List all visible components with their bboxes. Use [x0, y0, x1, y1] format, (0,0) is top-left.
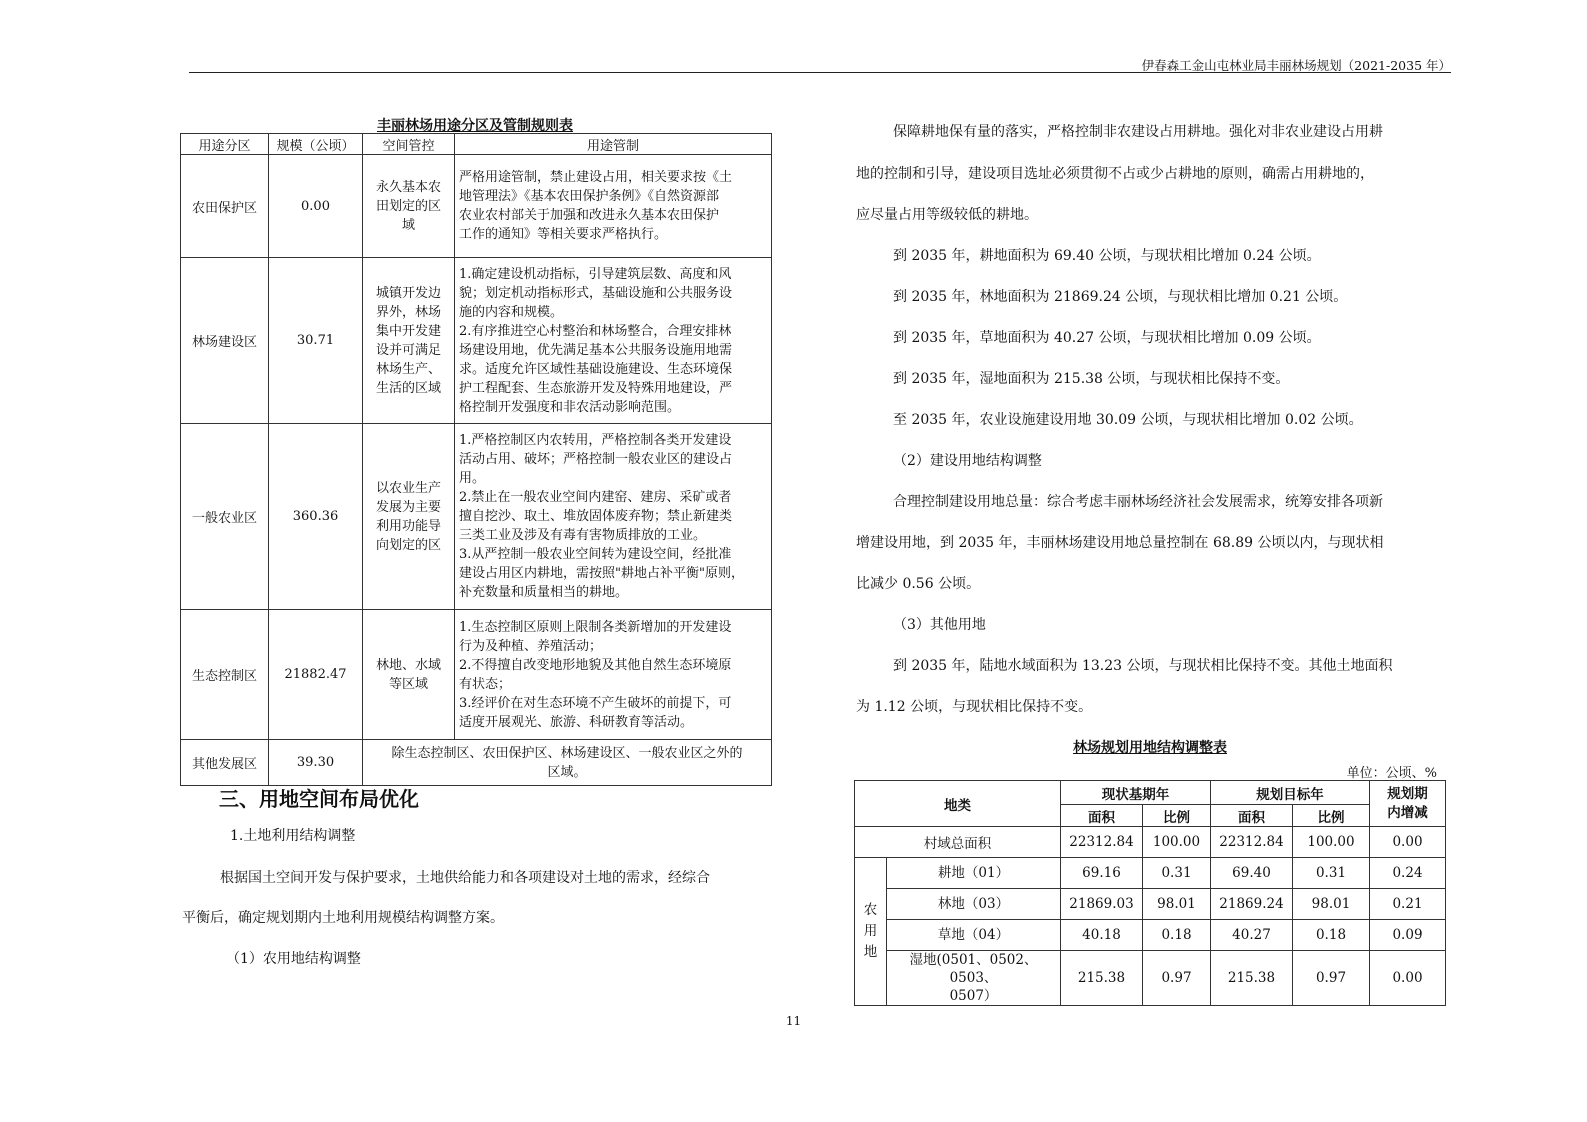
- paragraph-line: 至 2035 年，农业设施建设用地 30.09 公顷，与现状相比增加 0.02 公顷。: [893, 412, 1363, 428]
- category-label-cell: 湿地(0501、0502、0503、 0507）: [887, 951, 1061, 1006]
- paragraph-line: 到 2035 年，林地面积为 21869.24 公顷，与现状相比增加 0.21 公顷。: [893, 289, 1348, 305]
- paragraph-line: 到 2035 年，草地面积为 40.27 公顷，与现状相比增加 0.09 公顷。: [893, 330, 1321, 346]
- zone-scale-cell: 21882.47: [269, 610, 363, 740]
- table-header-cell: 规划期 内增减: [1370, 781, 1446, 827]
- zone-name-cell: 其他发展区: [181, 740, 269, 786]
- zone-name-cell: 生态控制区: [181, 610, 269, 740]
- land-structure-table-title: 林场规划用地结构调整表: [1073, 740, 1227, 756]
- value-cell: 100.00: [1293, 827, 1370, 858]
- value-cell: 0.18: [1143, 920, 1211, 951]
- value-cell: 40.18: [1061, 920, 1143, 951]
- value-cell: 100.00: [1143, 827, 1211, 858]
- category-label-cell: 耕地（01）: [887, 858, 1061, 889]
- table-header-cell: 空间管控: [363, 134, 455, 155]
- table-header-cell: 地类: [855, 781, 1061, 827]
- header-divider: [189, 72, 1451, 73]
- table-row: [181, 610, 772, 740]
- table-header-cell: 现状基期年: [1061, 781, 1211, 805]
- paragraph-line: 到 2035 年，湿地面积为 215.38 公顷，与现状相比保持不变。: [893, 371, 1290, 387]
- value-cell: 0.31: [1143, 858, 1211, 889]
- table-row: [855, 951, 1446, 1006]
- spatial-control-cell: 以农业生产 发展为主要 利用功能导 向划定的区: [363, 424, 455, 610]
- table-row: [855, 827, 1446, 858]
- spatial-control-cell: 城镇开发边 界外，林场 集中开发建 设并可满足 林场生产、 生活的区域: [363, 258, 455, 424]
- value-cell: 0.00: [1370, 951, 1446, 1006]
- value-cell: 0.31: [1293, 858, 1370, 889]
- section-title: 三、用地空间布局优化: [219, 787, 419, 811]
- subsection-heading: 1.土地利用结构调整: [230, 828, 356, 844]
- value-cell: 98.01: [1293, 889, 1370, 920]
- zone-scale-cell: 360.36: [269, 424, 363, 610]
- page-number: 11: [785, 1014, 802, 1028]
- value-cell: 98.01: [1143, 889, 1211, 920]
- category-label-cell: 村域总面积: [855, 827, 1061, 858]
- value-cell: 0.24: [1370, 858, 1446, 889]
- group-label-cell: 农 用 地: [855, 858, 887, 1006]
- zone-name-cell: 一般农业区: [181, 424, 269, 610]
- table-row: [181, 740, 772, 786]
- value-cell: 0.18: [1293, 920, 1370, 951]
- table-header-cell: 用途管制: [455, 134, 772, 155]
- zone-name-cell: 林场建设区: [181, 258, 269, 424]
- zone-scale-cell: 0.00: [269, 155, 363, 258]
- value-cell: 0.00: [1370, 827, 1446, 858]
- paragraph-line: 增建设用地，到 2035 年，丰丽林场建设用地总量控制在 68.89 公顷以内，与现状相: [856, 535, 1384, 551]
- zone-name-cell: 农田保护区: [181, 155, 269, 258]
- table-row: [855, 889, 1446, 920]
- table-header-cell: 规划目标年: [1211, 781, 1370, 805]
- paragraph-line: 平衡后，确定规划期内土地利用规模结构调整方案。: [182, 910, 504, 926]
- paragraph-line: 应尽量占用等级较低的耕地。: [856, 207, 1038, 223]
- table-row: [855, 920, 1446, 951]
- use-control-cell: 严格用途管制，禁止建设占用，相关要求按《土 地管理法》《基本农田保护条例》《自然资源部 农业农村部关于加强和改进永久基本农田保护 工作的通知》等相关要求严格执行。: [455, 155, 772, 258]
- land-structure-table: [854, 780, 1446, 1006]
- subsection-heading: （3）其他用地: [893, 617, 986, 633]
- document-header-title: 伊春森工金山屯林业局丰丽林场规划（2021-2035 年）: [1141, 58, 1451, 73]
- paragraph-line: 为 1.12 公顷，与现状相比保持不变。: [856, 699, 1093, 715]
- table-header-cell: 规模（公顷）: [269, 134, 363, 155]
- table-row: [181, 155, 772, 258]
- value-cell: 215.38: [1061, 951, 1143, 1006]
- value-cell: 69.40: [1211, 858, 1293, 889]
- table-row: [855, 858, 1446, 889]
- value-cell: 22312.84: [1211, 827, 1293, 858]
- use-control-cell: 1.生态控制区原则上限制各类新增加的开发建设 行为及种植、养殖活动； 2.不得擅自改变地形地貌及其他自然生态环境原 有状态； 3.经评价在对生态环境不产生破坏的前提下，可 适度开展观光、旅游、科研教育等活动。: [455, 610, 772, 740]
- value-cell: 0.09: [1370, 920, 1446, 951]
- table-header-cell: 面积: [1211, 805, 1293, 827]
- value-cell: 0.97: [1143, 951, 1211, 1006]
- paragraph-line: 地的控制和引导，建设项目选址必须贯彻不占或少占耕地的原则，确需占用耕地的，: [856, 166, 1374, 182]
- value-cell: 69.16: [1061, 858, 1143, 889]
- table-header-cell: 比例: [1293, 805, 1370, 827]
- paragraph-line: 保障耕地保有量的落实，严格控制非农建设占用耕地。强化对非农业建设占用耕: [893, 124, 1383, 140]
- category-label-cell: 林地（03）: [887, 889, 1061, 920]
- value-cell: 0.21: [1370, 889, 1446, 920]
- paragraph-line: 到 2035 年，耕地面积为 69.40 公顷，与现状相比增加 0.24 公顷。: [893, 248, 1321, 264]
- zone-scale-cell: 39.30: [269, 740, 363, 786]
- use-control-cell: 1.确定建设机动指标，引导建筑层数、高度和风 貌；划定机动指标形式，基础设施和公共服务设 施的内容和规模。 2.有序推进空心村整治和林场整合，合理安排林 场建设用地，优先满足基本公共服务设施用地需 求。适度允许区域性基础设施建设、生态环境保 护工程配套、生态旅游开发及特殊用地建设，严 格控制开发强度和非农活动影响范围。: [455, 258, 772, 424]
- paragraph-line: 到 2035 年，陆地水域面积为 13.23 公顷，与现状相比保持不变。其他土地面积: [893, 658, 1393, 674]
- category-label-cell: 草地（04）: [887, 920, 1061, 951]
- table-row: [181, 258, 772, 424]
- use-control-cell: 1.严格控制区内农转用，严格控制各类开发建设 活动占用、破坏；严格控制一般农业区的建设占 用。 2.禁止在一般农业空间内建窑、建房、采矿或者 擅自挖沙、取土、堆放固体废弃物；禁止新建类 三类工业及涉及有毒有害物质排放的工业。 3.从严控制一般农业空间转为建设空间，经批准 建设占用区内耕地，需按照"耕地占补平衡"原则， 补充数量和质量相当的耕地。: [455, 424, 772, 610]
- value-cell: 0.97: [1293, 951, 1370, 1006]
- merged-rule-cell: 除生态控制区、农田保护区、林场建设区、一般农业区之外的 区域。: [363, 740, 772, 786]
- zoning-table-title: 丰丽林场用途分区及管制规则表: [377, 118, 573, 134]
- spatial-control-cell: 林地、水域 等区域: [363, 610, 455, 740]
- paragraph-line: 比减少 0.56 公顷。: [856, 576, 981, 592]
- spatial-control-cell: 永久基本农 田划定的区 域: [363, 155, 455, 258]
- table-header-cell: 用途分区: [181, 134, 269, 155]
- value-cell: 21869.03: [1061, 889, 1143, 920]
- subsection-heading: （1）农用地结构调整: [226, 951, 361, 967]
- value-cell: 22312.84: [1061, 827, 1143, 858]
- zone-scale-cell: 30.71: [269, 258, 363, 424]
- table-unit-label: 单位：公顷、%: [1346, 766, 1437, 781]
- value-cell: 40.27: [1211, 920, 1293, 951]
- value-cell: 21869.24: [1211, 889, 1293, 920]
- paragraph-line: 根据国土空间开发与保护要求，土地供给能力和各项建设对土地的需求，经综合: [220, 870, 710, 886]
- table-header-cell: 面积: [1061, 805, 1143, 827]
- subsection-heading: （2）建设用地结构调整: [893, 453, 1042, 469]
- table-row: [181, 424, 772, 610]
- table-header-cell: 比例: [1143, 805, 1211, 827]
- paragraph-line: 合理控制建设用地总量：综合考虑丰丽林场经济社会发展需求，统筹安排各项新: [893, 494, 1383, 510]
- zoning-control-table: [180, 133, 772, 786]
- value-cell: 215.38: [1211, 951, 1293, 1006]
